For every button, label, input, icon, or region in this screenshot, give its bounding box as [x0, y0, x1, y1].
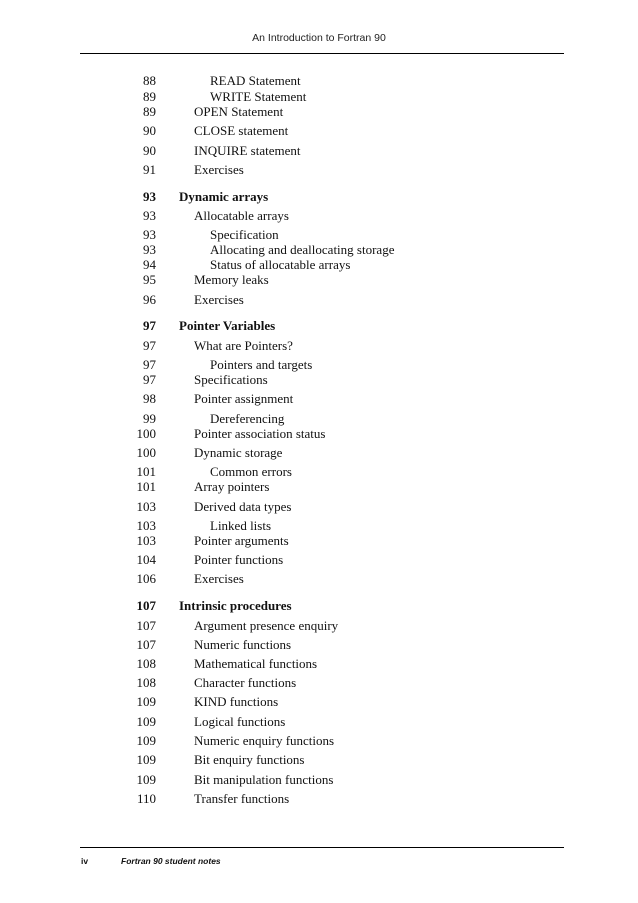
- toc-entry[interactable]: [0, 73, 638, 89]
- toc-page-number: 110: [136, 791, 156, 806]
- toc-entry-title: Pointers and targets: [210, 357, 313, 372]
- toc-page-number: 107: [136, 598, 156, 613]
- toc-page-number: 96: [143, 292, 156, 307]
- toc-entry-title: Pointer Variables: [179, 318, 276, 333]
- toc-entry-title: Dereferencing: [210, 411, 285, 426]
- toc-page-number: 109: [136, 752, 156, 767]
- toc-entry[interactable]: [0, 89, 638, 105]
- toc-page-number: 93: [143, 208, 156, 223]
- toc-page-number: 103: [136, 518, 156, 533]
- toc-entry[interactable]: [0, 292, 638, 308]
- toc-entry-title: Dynamic arrays: [179, 189, 269, 204]
- toc-page-number: 89: [143, 104, 156, 119]
- toc-page-number: 109: [136, 772, 156, 787]
- toc-entry[interactable]: [0, 637, 638, 653]
- toc-page-number: 108: [136, 675, 156, 690]
- toc-entry[interactable]: [0, 518, 638, 534]
- toc-page-number: 107: [136, 618, 156, 633]
- toc-entry-title: Pointer association status: [194, 426, 326, 441]
- toc-page-number: 108: [136, 656, 156, 671]
- toc-entry[interactable]: [0, 242, 638, 258]
- toc-entry[interactable]: [0, 208, 638, 224]
- toc-entry[interactable]: [0, 372, 638, 388]
- toc-entry[interactable]: [0, 618, 638, 634]
- toc-page-number: 101: [136, 479, 156, 494]
- toc-page-number: 98: [143, 391, 156, 406]
- toc-entry-title: Argument presence enquiry: [194, 618, 339, 633]
- toc-entry[interactable]: [0, 791, 638, 807]
- toc-entry-title: Pointer functions: [194, 552, 284, 567]
- toc-entry[interactable]: [0, 694, 638, 710]
- toc-entry-title: Specifications: [194, 372, 268, 387]
- toc-chapter[interactable]: [0, 598, 638, 614]
- toc-entry[interactable]: [0, 162, 638, 178]
- toc-entry-title: Derived data types: [194, 499, 292, 514]
- toc-page-number: 94: [143, 257, 156, 272]
- toc-chapter[interactable]: [0, 189, 638, 205]
- toc-entry-title: Array pointers: [194, 479, 270, 494]
- toc-entry-title: Transfer functions: [194, 791, 290, 806]
- toc-entry-title: Numeric functions: [194, 637, 292, 652]
- toc-entry-title: Numeric enquiry functions: [194, 733, 335, 748]
- toc-entry-title: READ Statement: [210, 73, 301, 88]
- toc-entry-title: Mathematical functions: [194, 656, 318, 671]
- toc-entry[interactable]: [0, 714, 638, 730]
- toc-entry-title: Exercises: [194, 162, 244, 177]
- toc-page-number: 93: [143, 242, 156, 257]
- toc-page-number: 106: [136, 571, 156, 586]
- footer-title: Fortran 90 student notes: [121, 856, 221, 866]
- toc-entry[interactable]: [0, 338, 638, 354]
- toc-page-number: 99: [143, 411, 156, 426]
- toc-page-number: 97: [143, 372, 156, 387]
- toc-entry[interactable]: [0, 411, 638, 427]
- toc-page-number: 109: [136, 694, 156, 709]
- toc-entry-title: Bit enquiry functions: [194, 752, 305, 767]
- toc-page-number: 97: [143, 338, 156, 353]
- toc-entry[interactable]: [0, 571, 638, 587]
- toc-entry[interactable]: [0, 552, 638, 568]
- toc-entry-title: Pointer assignment: [194, 391, 294, 406]
- footer-rule: [80, 847, 564, 848]
- toc-entry-title: Intrinsic procedures: [179, 598, 292, 613]
- toc-page-number: 100: [136, 426, 156, 441]
- toc-page-number: 100: [136, 445, 156, 460]
- toc-entry[interactable]: [0, 227, 638, 243]
- toc-entry[interactable]: [0, 426, 638, 442]
- toc-entry-title: Status of allocatable arrays: [210, 257, 351, 272]
- toc-entry-title: OPEN Statement: [194, 104, 284, 119]
- toc-entry-title: Memory leaks: [194, 272, 269, 287]
- toc-page-number: 109: [136, 714, 156, 729]
- toc-entry-title: Pointer arguments: [194, 533, 289, 548]
- running-header: An Introduction to Fortran 90: [252, 32, 386, 44]
- toc-page-number: 101: [136, 464, 156, 479]
- toc-entry-title: Common errors: [210, 464, 292, 479]
- toc-page-number: 90: [143, 123, 156, 138]
- toc-entry-title: Exercises: [194, 292, 244, 307]
- toc-page-number: 103: [136, 533, 156, 548]
- toc-entry[interactable]: [0, 752, 638, 768]
- toc-page-number: 107: [136, 637, 156, 652]
- footer-page-number: iv: [81, 856, 89, 866]
- toc-page-number: 97: [143, 357, 156, 372]
- toc-entry[interactable]: [0, 733, 638, 749]
- toc-page-number: 109: [136, 733, 156, 748]
- toc-page-number: 97: [143, 318, 156, 333]
- toc-entry-title: CLOSE statement: [194, 123, 289, 138]
- toc-page-number: 93: [143, 189, 156, 204]
- toc-entry[interactable]: [0, 675, 638, 691]
- toc-entry[interactable]: [0, 656, 638, 672]
- toc-entry-title: WRITE Statement: [210, 89, 307, 104]
- toc-entry-title: INQUIRE statement: [194, 143, 301, 158]
- toc-page-number: 90: [143, 143, 156, 158]
- toc-page-number: 103: [136, 499, 156, 514]
- toc-entry-title: Allocating and deallocating storage: [210, 242, 395, 257]
- toc-entry-title: What are Pointers?: [194, 338, 293, 353]
- toc-entry[interactable]: [0, 391, 638, 407]
- toc-page-number: 91: [143, 162, 156, 177]
- toc-entry[interactable]: [0, 479, 638, 495]
- toc-page-number: 89: [143, 89, 156, 104]
- toc-page-number: 104: [136, 552, 156, 567]
- toc-entry-title: Logical functions: [194, 714, 286, 729]
- toc-entry-title: Dynamic storage: [194, 445, 283, 460]
- toc-entry-title: Exercises: [194, 571, 244, 586]
- toc-entry[interactable]: [0, 357, 638, 373]
- toc-page-number: 93: [143, 227, 156, 242]
- toc-entry-title: Character functions: [194, 675, 297, 690]
- toc-entry[interactable]: [0, 772, 638, 788]
- toc-entry[interactable]: [0, 533, 638, 549]
- toc-entry[interactable]: [0, 445, 638, 461]
- toc-page-number: 95: [143, 272, 156, 287]
- toc-entry[interactable]: [0, 257, 638, 273]
- toc-entry[interactable]: [0, 143, 638, 159]
- toc-chapter[interactable]: [0, 318, 638, 334]
- toc-entry[interactable]: [0, 272, 638, 288]
- toc-entry-title: Linked lists: [210, 518, 272, 533]
- toc-page-number: 88: [143, 73, 156, 88]
- toc-entry-title: Allocatable arrays: [194, 208, 289, 223]
- toc-entry[interactable]: [0, 499, 638, 515]
- toc-entry[interactable]: [0, 464, 638, 480]
- toc-entry-title: Specification: [210, 227, 279, 242]
- toc-entry[interactable]: [0, 104, 638, 120]
- toc-entry[interactable]: [0, 123, 638, 139]
- toc-entry-title: Bit manipulation functions: [194, 772, 334, 787]
- toc-entry-title: KIND functions: [194, 694, 279, 709]
